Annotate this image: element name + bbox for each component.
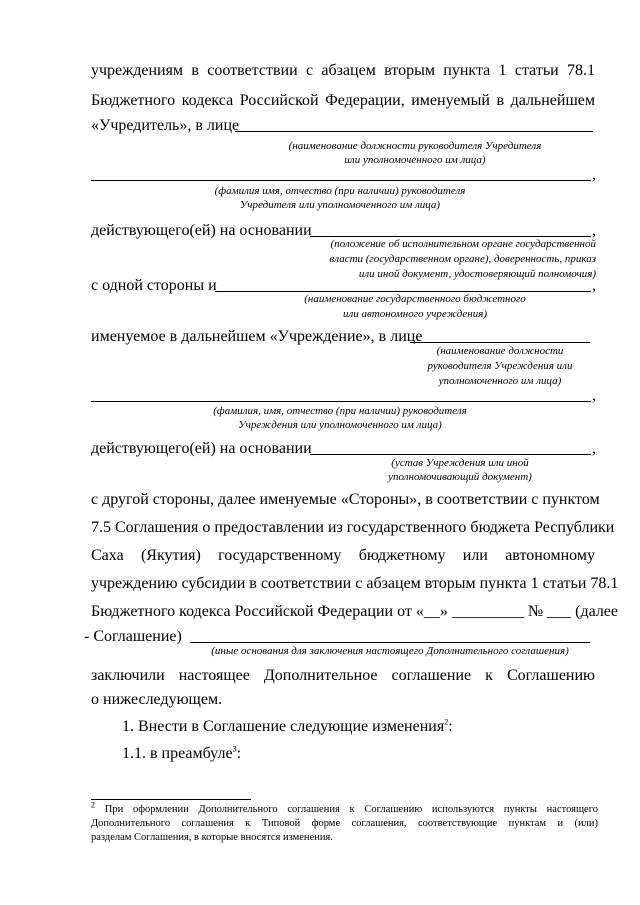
text-line: Саха (Якутия) государственному бюджетному или автономному <box>91 547 595 564</box>
acting-basis-label: действующего(ей) на основании <box>91 222 312 239</box>
caption: власти (государственном органе), доверенность, приказ <box>329 253 596 265</box>
caption: (положение об исполнительном органе государственной <box>330 238 596 250</box>
institution-in-person-label: именуемое в дальнейшем «Учреждение», в лице <box>91 328 423 345</box>
text-line: учреждениям в соответствии с абзацем вторым пункта 1 статьи 78.1 <box>91 62 595 79</box>
text-line: с другой стороны, далее именуемые «Стороны», в соответствии с пунктом <box>91 491 600 508</box>
text-line: о нижеследующем. <box>91 691 223 708</box>
founder-name-blank[interactable] <box>91 180 591 181</box>
text-line: Бюджетного кодекса Российской Федерации, именуемый в дальнейшем <box>91 92 595 109</box>
caption: или иной документ, удостоверяющий полномочия) <box>358 268 596 280</box>
founder-in-person-label: «Учредитель», в лице <box>91 117 240 134</box>
caption: (иные основания для заключения настоящего Дополнительного соглашения) <box>211 645 569 657</box>
footnote-number: 2 <box>91 800 95 810</box>
caption: (наименование должности <box>436 345 564 357</box>
caption: уполномоченного им лица) <box>438 375 562 387</box>
text-line: Бюджетного кодекса Российской Федерации от «__» _________ № ___ (далее <box>91 603 619 620</box>
footnote: $^2$ При оформлении Дополнительного соглашения к Соглашению используются пункты настоящего Дополнительного соглашения к Типовой форме соглашения, соответствующие пунктам и (или) разделам Соглашения, в которые вносятся изменения. <box>91 800 598 843</box>
caption: или уполномоченного им лица) <box>344 154 486 166</box>
item-1: 1. Внести в Соглашение следующие изменения$^2$: <box>122 717 453 735</box>
comma: , <box>592 440 596 457</box>
institution-head-name-blank[interactable] <box>91 401 591 402</box>
caption: руководителя Учреждения или <box>427 360 573 372</box>
caption: (наименование должности руководителя Учредителя <box>288 140 542 152</box>
comma: , <box>592 387 596 404</box>
item-1-1: 1.1. в преамбуле$^3$: <box>122 744 242 762</box>
acting-basis-label: действующего(ей) на основании <box>91 440 312 457</box>
footnote-separator <box>91 799 251 800</box>
footnote-ref: 2 <box>444 717 449 727</box>
comma: , <box>592 222 596 239</box>
caption: уполномочивающий документ) <box>388 471 532 483</box>
agreement-label: - Соглашение) <box>84 628 182 645</box>
caption: (фамилия, имя, отчество (при наличии) руководителя <box>213 405 467 417</box>
caption: Учреждения или уполномоченного им лица) <box>238 419 442 431</box>
one-side-label: с одной стороны и <box>91 277 217 294</box>
caption: (фамилия имя, отчество (при наличии) руководителя <box>214 185 466 197</box>
text-line: учреждению субсидии в соответствии с абзацем вторым пункта 1 статьи 78.1 <box>91 575 619 592</box>
comma: , <box>592 166 596 183</box>
footnote-ref: 3 <box>232 744 237 754</box>
text-line: заключили настоящее Дополнительное соглашение к Соглашению <box>91 667 595 684</box>
caption: (устав Учреждения или иной <box>391 457 529 469</box>
text-line: 7.5 Соглашения о предоставлении из государственного бюджета Республики <box>91 519 615 536</box>
comma: , <box>592 277 596 294</box>
caption: Учредителя или уполномоченного им лица) <box>239 199 441 211</box>
founder-position-blank[interactable] <box>235 131 593 132</box>
caption: (наименование государственного бюджетного <box>304 293 526 305</box>
caption: или автономного учреждения) <box>342 308 488 320</box>
